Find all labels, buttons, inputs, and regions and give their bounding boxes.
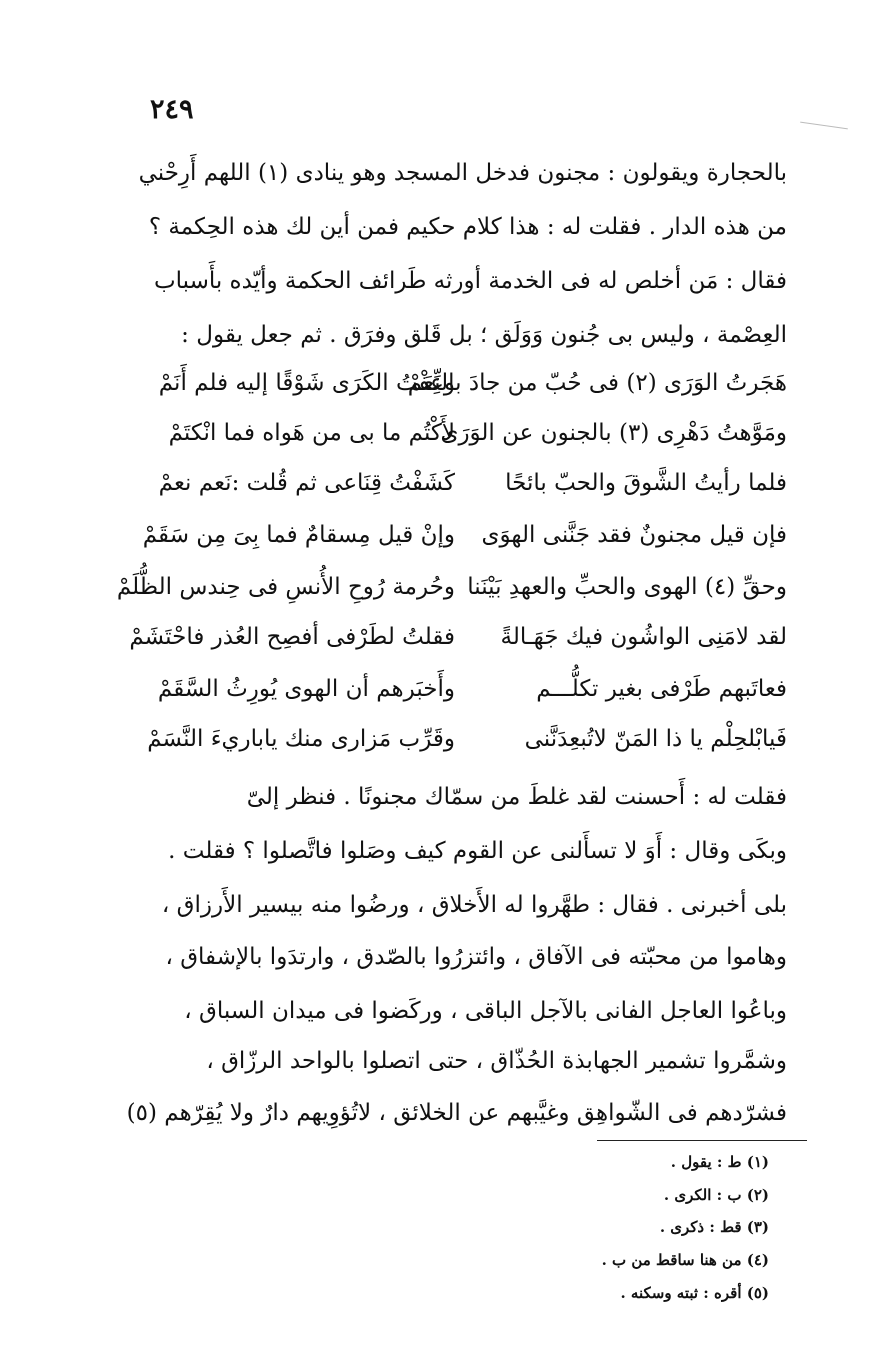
verse-line (125, 624, 787, 674)
footnote: (١) ط : يقول . (670, 1153, 769, 1171)
verse-first-hemistich: لقد لامَنِى الواشُون فيك جَهَـالةً (500, 624, 787, 650)
page-number: ٢٤٩ (150, 94, 194, 125)
verse-first-hemistich: وحقِّ (٤) الهوى والحبِّ والعهدِ بَيْنَنا (467, 574, 787, 600)
verse-second-hemistich: وقَرِّب مَزارى منك ياباريءَ النَّسَمْ (147, 726, 455, 752)
verse-first-hemistich: ومَوَّهتُ دَهْرِى (٣) بالجنون عن الوَرَى (440, 420, 787, 446)
footnote: (٢) ب : الكرى . (663, 1186, 769, 1204)
prose-line: وبكَى وقال : أَوَ لا تسأَلنى عن القوم كيف وصَلوا فاتَّصلوا ؟ فقلت . (168, 838, 787, 864)
verse-second-hemistich: وحُرمة رُوحِ الأُنسِ فى حِندس الظُّلَمْ (116, 574, 455, 600)
prose-line: وشمَّروا تشمير الجهابذة الحُذّاق ، حتى اتصلوا بالواحد الرزّاق ، (206, 1048, 787, 1074)
verse-second-hemistich: وأَخبَرهم أن الهوى يُورِثُ السَّقَمْ (157, 676, 455, 702)
verse-first-hemistich: فلما رأيتُ الشَّوقَ والحبّ بائحًا (505, 470, 787, 496)
prose-line: فشرّدهم فى الشّواهِق وغيَّبهم عن الخلائق ، لاتُؤوِيهم دارٌ ولا يُقِرّهم (٥) (126, 1100, 787, 1126)
prose-line: من هذه الدار . فقلت له : هذا كلام حكيم فمن أين لك هذه الحِكمة ؟ (148, 214, 787, 240)
verse-second-hemistich: وعِفْتُ الكَرَى شَوْقًا إليه فلم أَنَمْ (158, 370, 455, 396)
verse-first-hemistich: هَجَرتُ الوَرَى (٢) فى حُبّ من جادَ بالنِّعَمْ (407, 370, 787, 396)
verse-first-hemistich: فعاتَبهم طَرْفى بغير تكلُّـــم (536, 676, 787, 702)
prose-line: وهاموا من محبّته فى الآفاق ، وائتزرُوا بالصّدق ، وارتدَوا بالإشفاق ، (165, 944, 787, 970)
footnote: (٤) من هنا ساقط من ب . (601, 1251, 769, 1269)
verse-line (125, 370, 787, 420)
verse-line (125, 676, 787, 726)
verse-second-hemistich: لأَكْتُم ما بى من هَواه فما انْكتَمْ (168, 420, 455, 446)
verse-line (116, 574, 787, 624)
prose-line: فقال : مَن أخلص له فى الخدمة أورثه طَرائف الحكمة وأيّده بأَسباب (153, 268, 787, 294)
prose-line: بلى أخبرنى . فقال : طهَّروا له الأَخلاق ، ورضُوا منه بيسير الأَرزاق ، (161, 892, 787, 918)
footnote: (٥) أقره : ثبته وسكنه . (620, 1284, 769, 1302)
verse-second-hemistich: وإنْ قيل مِسقامٌ فما بِىَ مِن سَقَمْ (142, 522, 455, 548)
verse-first-hemistich: فَيابْلحِلْم يا ذا المَنّ لاتُبعِدَنَّنى (524, 726, 787, 752)
verse-line (125, 522, 787, 572)
prose-line: وباعُوا العاجل الفانى بالآجل الباقى ، وركَضوا فى ميدان السباق ، (184, 998, 787, 1024)
verse-second-hemistich: كَشَفْتُ قِنَاعى ثم قُلت :نَعم نعمْ (158, 470, 455, 496)
prose-line: بالحجارة ويقولون : مجنون فدخل المسجد وهو ينادى (١) اللهم أَرِحْني (138, 160, 787, 186)
verse-line (125, 726, 787, 776)
footnote: (٣) قط : ذكرى . (659, 1218, 769, 1236)
prose-line: فقلت له : أَحسنت لقد غلطَ من سمّاك مجنونًا . فنظر إلىّ (246, 784, 787, 810)
verse-line (125, 420, 787, 470)
verse-line (125, 470, 787, 520)
page-mark (800, 122, 848, 130)
verse-second-hemistich: فقلتُ لطَرْفى أفصِح العُذر فاحْتَشَمْ (129, 624, 455, 650)
prose-line: العِصْمة ، وليس بى جُنون وَوَلَق ؛ بل قَلق وفرَق . ثم جعل يقول : (181, 322, 787, 348)
verse-first-hemistich: فإن قيل مجنونٌ فقد جَنَّنى الهوَى (481, 522, 787, 548)
footnote-rule (597, 1140, 807, 1141)
